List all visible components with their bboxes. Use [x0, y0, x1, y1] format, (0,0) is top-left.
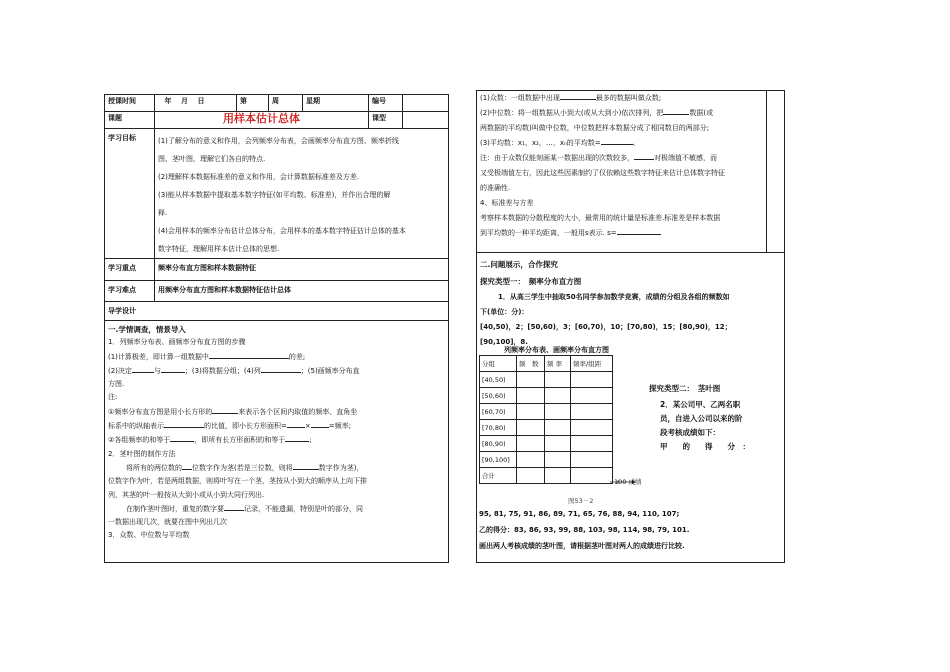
- focus-row: [105, 259, 449, 281]
- freq-row: [80,90): [480, 436, 613, 452]
- rt-line: 的准确性.: [480, 184, 511, 192]
- goals-label: 学习目标: [105, 129, 155, 259]
- weekday-label: 星期: [303, 95, 369, 112]
- day-label: 日: [195, 95, 237, 112]
- s1-line: 2．茎叶图的制作方法: [108, 449, 176, 458]
- rt-line: 考察样本数据的分散程度的大小，最常用的统计量是标准差.标准差是样本数据: [480, 214, 721, 222]
- serial-label: 编号: [369, 95, 403, 112]
- rt-line: 又受极端值左右，因此这些因素制约了仅依赖这些数字特征来估计总体数字特征: [480, 169, 725, 177]
- s1-line: 方图.: [108, 380, 125, 389]
- col-group: 分组: [480, 356, 517, 372]
- rt-line: (1)众数：一组数据中出现 最多的数据叫做众数;: [480, 91, 763, 106]
- section1-row: [105, 321, 449, 563]
- time-row: [105, 95, 449, 112]
- week-label: 周: [269, 95, 303, 112]
- s1-line: ①频率分布直方图是用小长方形的 来表示各个区间内取值的频率、直角坐: [108, 405, 445, 419]
- time-label: 授课时间: [105, 95, 155, 112]
- goal-line: 释.: [158, 209, 168, 217]
- s1-line: 1．列频率分布表、画频率分布直方图的步骤: [108, 338, 246, 347]
- month-label: 月: [175, 95, 195, 112]
- s1-line: 注:: [108, 393, 118, 402]
- right-top-row: [477, 91, 785, 253]
- rt-line: (2)中位数：将一组数据从小到大(或从大到小)依次排列，把 数据(或: [480, 106, 763, 121]
- s1-line: 列，其茎的叶一般按从大到小或从小到大同行列出.: [108, 490, 265, 499]
- goal-line: 图、茎叶图，理解它们各自的特点.: [158, 155, 266, 163]
- col-count: 频 数: [517, 356, 545, 372]
- freq-row: [70,80): [480, 420, 613, 436]
- year-label: 年: [155, 95, 175, 112]
- s1-line: 将所有的两位数的 位数字作为茎(若是三位数，则将 数字作为茎)，: [108, 461, 445, 475]
- freq-table-title: 列频率分布表、画频率分布直方图: [504, 346, 609, 354]
- q1-line: 1．从高三学生中抽取50名同学参加数学竞赛，成绩的分组及各组的频数如: [498, 293, 730, 301]
- freq-row: [50,60): [480, 388, 613, 404]
- title-row: [105, 112, 449, 129]
- freq-row: 合计: [480, 468, 613, 484]
- focus-label: 学习重点: [105, 259, 155, 281]
- goals-content: [155, 129, 449, 259]
- q2-task: 画出两人考核成绩的茎叶图，请根据茎叶图对两人的成绩进行比较.: [479, 542, 685, 550]
- s1-line: 位数字作为叶，若是两组数据，则将叶写在一个茎，茎按从小到大的顺序从上向下排: [108, 477, 367, 486]
- q2-block: [660, 398, 750, 454]
- section2-title: 二.问题展示，合作探究: [480, 260, 558, 269]
- frequency-table: [479, 355, 613, 484]
- freq-header-row: [480, 356, 613, 372]
- rt-line: 两数据的平均数)叫做中位数，中位数把样本数据分成了相同数目的两部分;: [480, 124, 710, 132]
- course-type-label: 课型: [369, 112, 403, 129]
- week-num-label: 第: [237, 95, 269, 112]
- difficulty-row: [105, 281, 449, 302]
- q2-line: 段考核成绩如下：: [660, 428, 720, 437]
- right-lesson-table: [476, 90, 785, 563]
- q2-line: 员，自进入公司以来的阶: [660, 414, 743, 423]
- col-freq-per-width: 频率/组距: [571, 356, 613, 372]
- goal-line: (1)了解分布的意义和作用，会列频率分布表，会画频率分布直方图、频率折线: [158, 137, 399, 145]
- rt-line: 到平均数的一种平均距离，一般用s表示. s=: [480, 226, 763, 241]
- freq-row: [60,70): [480, 404, 613, 420]
- q1-line: 下(单位：分)：: [480, 308, 529, 316]
- title-label: 课题: [105, 112, 155, 129]
- s1-line: ②各组频率的和等于 ，即所有长方形面积的和等于 ;: [108, 433, 445, 447]
- focus-text: 频率分布直方图和样本数据特征: [155, 259, 449, 281]
- figure-caption: 图53－2: [568, 497, 594, 505]
- col-freq: 频 率: [545, 356, 571, 372]
- s1-line: (2)决定 与 ；(3)将数据分组；(4)列 ；(5)画频率分布直: [108, 364, 445, 378]
- freq-row: [40,50): [480, 372, 613, 388]
- right-top-content: [477, 91, 767, 253]
- section1-title: 一.学情调查，情景导入: [108, 325, 186, 334]
- guide-label: 导学设计: [105, 302, 449, 321]
- rt-line: 注：由于众数仅能刻画某一数据出现的次数较多， 对极端值不敏感，而: [480, 151, 763, 166]
- q2-line: 甲 的 得 分 ：: [660, 442, 750, 451]
- rt-line: (3)平均数：x₁，x₂，…，xₙ的平均数= 。: [480, 136, 763, 151]
- s1-line: 3．众数、中位数与平均数: [108, 531, 190, 540]
- lesson-title: 用样本估计总体: [223, 112, 300, 125]
- difficulty-text: 用频率分布直方图和样本数据特征估计总体: [155, 281, 449, 302]
- section1-content: [105, 321, 449, 563]
- goal-line: 数字特征，理解用样本估计总体的思想.: [158, 245, 280, 253]
- s1-line: 一数据出现几次，就要在图中列出几次: [108, 518, 227, 527]
- q2-line: 2．某公司甲、乙两名职: [660, 400, 741, 409]
- goal-line: (2)理解样本数据标准差的意义和作用，会计算数据标准差及方差.: [158, 173, 360, 181]
- rt-line: 4、标准差与方差: [480, 199, 534, 207]
- s1-line: 标系中的纵轴表示 的比值，即小长方形面积= × =频率;: [108, 419, 445, 433]
- explore1-title: 探究类型一： 频率分布直方图: [480, 277, 582, 286]
- q1-line: [40,50)，2；[50,60)，3；[60,70)，10；[70,80)，15；[80,90)，12；: [480, 323, 732, 331]
- axis-label: 100 成绩: [614, 478, 642, 486]
- guide-row: [105, 302, 449, 321]
- s1-line: (1)计算极差，即计算一组数据中 的差;: [108, 350, 445, 364]
- goal-line: (3)能从样本数据中提取基本数字特征(如平均数、标准差)，并作出合理的解: [158, 191, 391, 199]
- q1-line: [90,100]，8.: [480, 338, 528, 346]
- goals-row: [105, 129, 449, 259]
- goal-line: (4)会用样本的频率分布估计总体分布，会用样本的基本数字特征估计总体的基本: [158, 227, 406, 235]
- difficulty-label: 学习难点: [105, 281, 155, 302]
- yi-scores: 乙的得分：83, 86, 93, 99, 88, 103, 98, 114, 98, 79, 101.: [479, 526, 690, 534]
- left-lesson-table: [104, 94, 449, 563]
- explore2-title: 探究类型二： 茎叶图: [649, 384, 721, 393]
- s1-line: 在制作茎叶图时，重复的数字要 记录，不能遗漏，特别是叶的部分，同: [108, 502, 445, 516]
- freq-row: [90,100]: [480, 452, 613, 468]
- jia-scores: 95, 81, 75, 91, 86, 89, 71, 65, 76, 88, 94, 110, 107;: [479, 510, 680, 518]
